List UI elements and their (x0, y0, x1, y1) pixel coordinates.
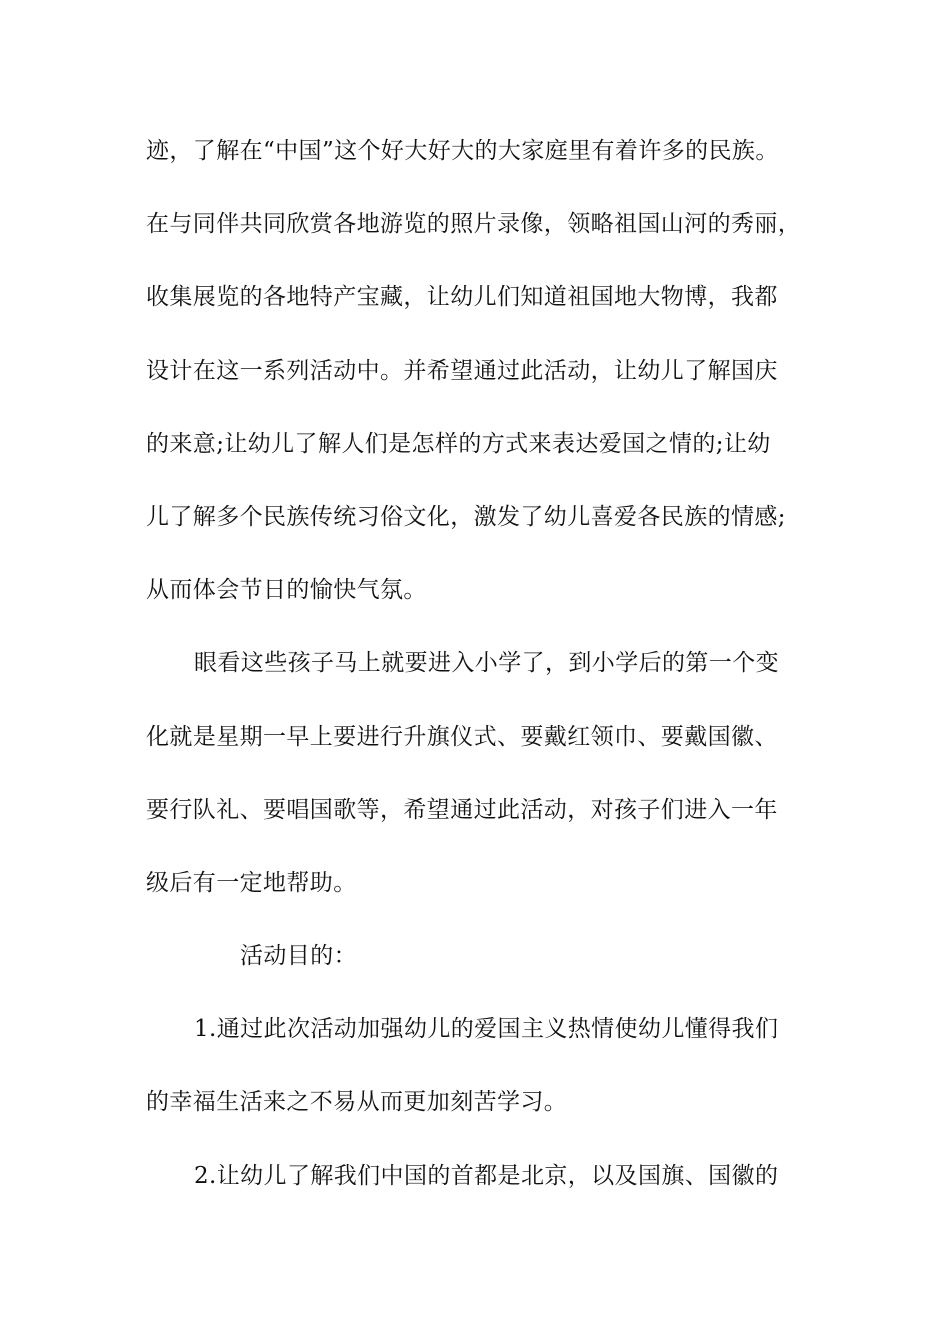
document-body (146, 127, 826, 1225)
paragraph-line-6: 儿了解多个民族传统习俗文化，激发了幼儿喜爱各民族的情感; (146, 503, 786, 530)
paragraph-line-9: 化就是星期一早上要进行升旗仪式、要戴红领巾、要戴国徽、 (146, 723, 778, 750)
list-item-1-line-1: 1.通过此次活动加强幼儿的爱国主义热情使幼儿懂得我们 (194, 1016, 779, 1043)
paragraph-line-7: 从而体会节日的愉快气氛。 (146, 577, 427, 604)
list-item-2-line-1: 2.让幼儿了解我们中国的首都是北京，以及国旗、国徽的 (194, 1162, 779, 1189)
section-heading: 活动目的： (240, 943, 357, 970)
paragraph-line-1: 迹，了解在“中国”这个好大好大的大家庭里有着许多的民族。 (146, 138, 779, 164)
paragraph-line-8: 眼看这些孩子马上就要进入小学了，到小学后的第一个变 (194, 650, 779, 677)
paragraph-line-3: 收集展览的各地特产宝藏，让幼儿们知道祖国地大物博，我都 (146, 284, 778, 311)
paragraph-line-4: 设计在这一系列活动中。并希望通过此活动，让幼儿了解国庆 (146, 357, 778, 384)
paragraph-line-10: 要行队礼、要唱国歌等，希望通过此活动，对孩子们进入一年 (146, 796, 778, 823)
paragraph-line-5: 的来意;让幼儿了解人们是怎样的方式来表达爱国之情的;让幼 (146, 430, 771, 457)
paragraph-line-11: 级后有一定地帮助。 (146, 869, 357, 896)
list-item-1-line-2: 的幸福生活来之不易从而更加刻苦学习。 (146, 1089, 568, 1116)
paragraph-line-2: 在与同伴共同欣赏各地游览的照片录像，领略祖国山河的秀丽， (146, 211, 802, 238)
